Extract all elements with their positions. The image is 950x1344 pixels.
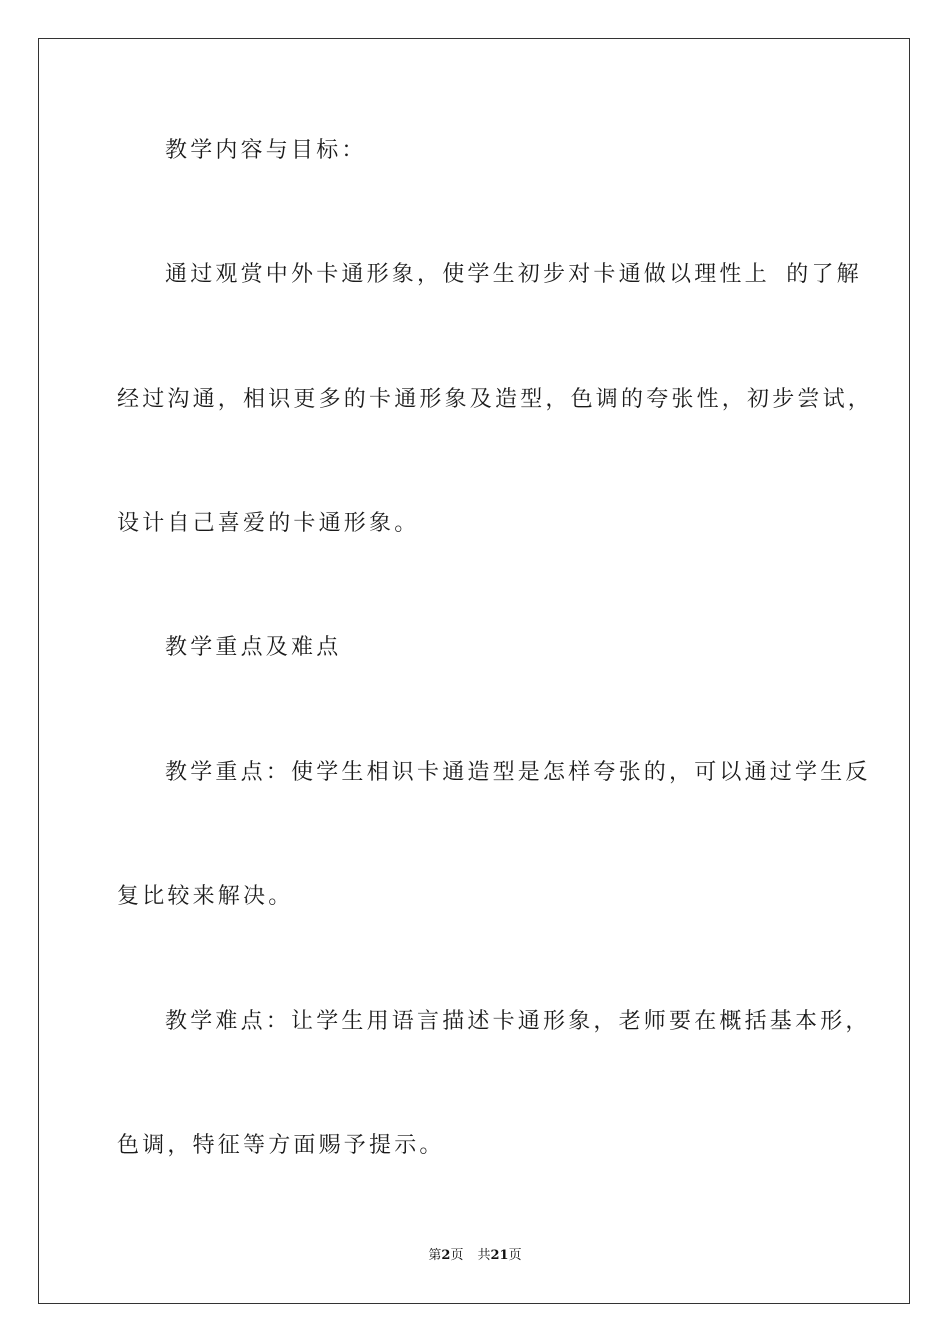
page-number: 2 [441,1248,451,1263]
page-label-prefix: 第 [428,1248,442,1263]
paragraph-line: 设计自己喜爱的卡通形象。 [117,511,420,536]
total-pages: 21 [490,1248,509,1263]
page-border [38,38,910,1304]
heading-key-points: 教学重点及难点 [165,635,342,660]
paragraph-line: 复比较来解决。 [117,884,294,909]
heading-teaching-content-goals: 教学内容与目标： [165,138,367,163]
page-label-suffix: 页 [450,1248,464,1263]
total-label-prefix: 共 [477,1248,491,1263]
paragraph-line: 经过沟通，相识更多的卡通形象及造型，色调的夸张性，初步尝试， [117,387,874,412]
paragraph-line: 色调，特征等方面赐予提示。 [117,1133,445,1158]
paragraph-line: 教学重点：使学生相识卡通造型是怎样夸张的，可以通过学生反 [165,760,871,785]
paragraph-line: 教学难点：让学生用语言描述卡通形象，老师要在概括基本形， [165,1009,871,1034]
total-label-suffix: 页 [508,1248,522,1263]
page-footer [0,1248,950,1264]
paragraph-line: 通过观赏中外卡通形象，使学生初步对卡通做以理性上 的了解 [165,262,862,287]
